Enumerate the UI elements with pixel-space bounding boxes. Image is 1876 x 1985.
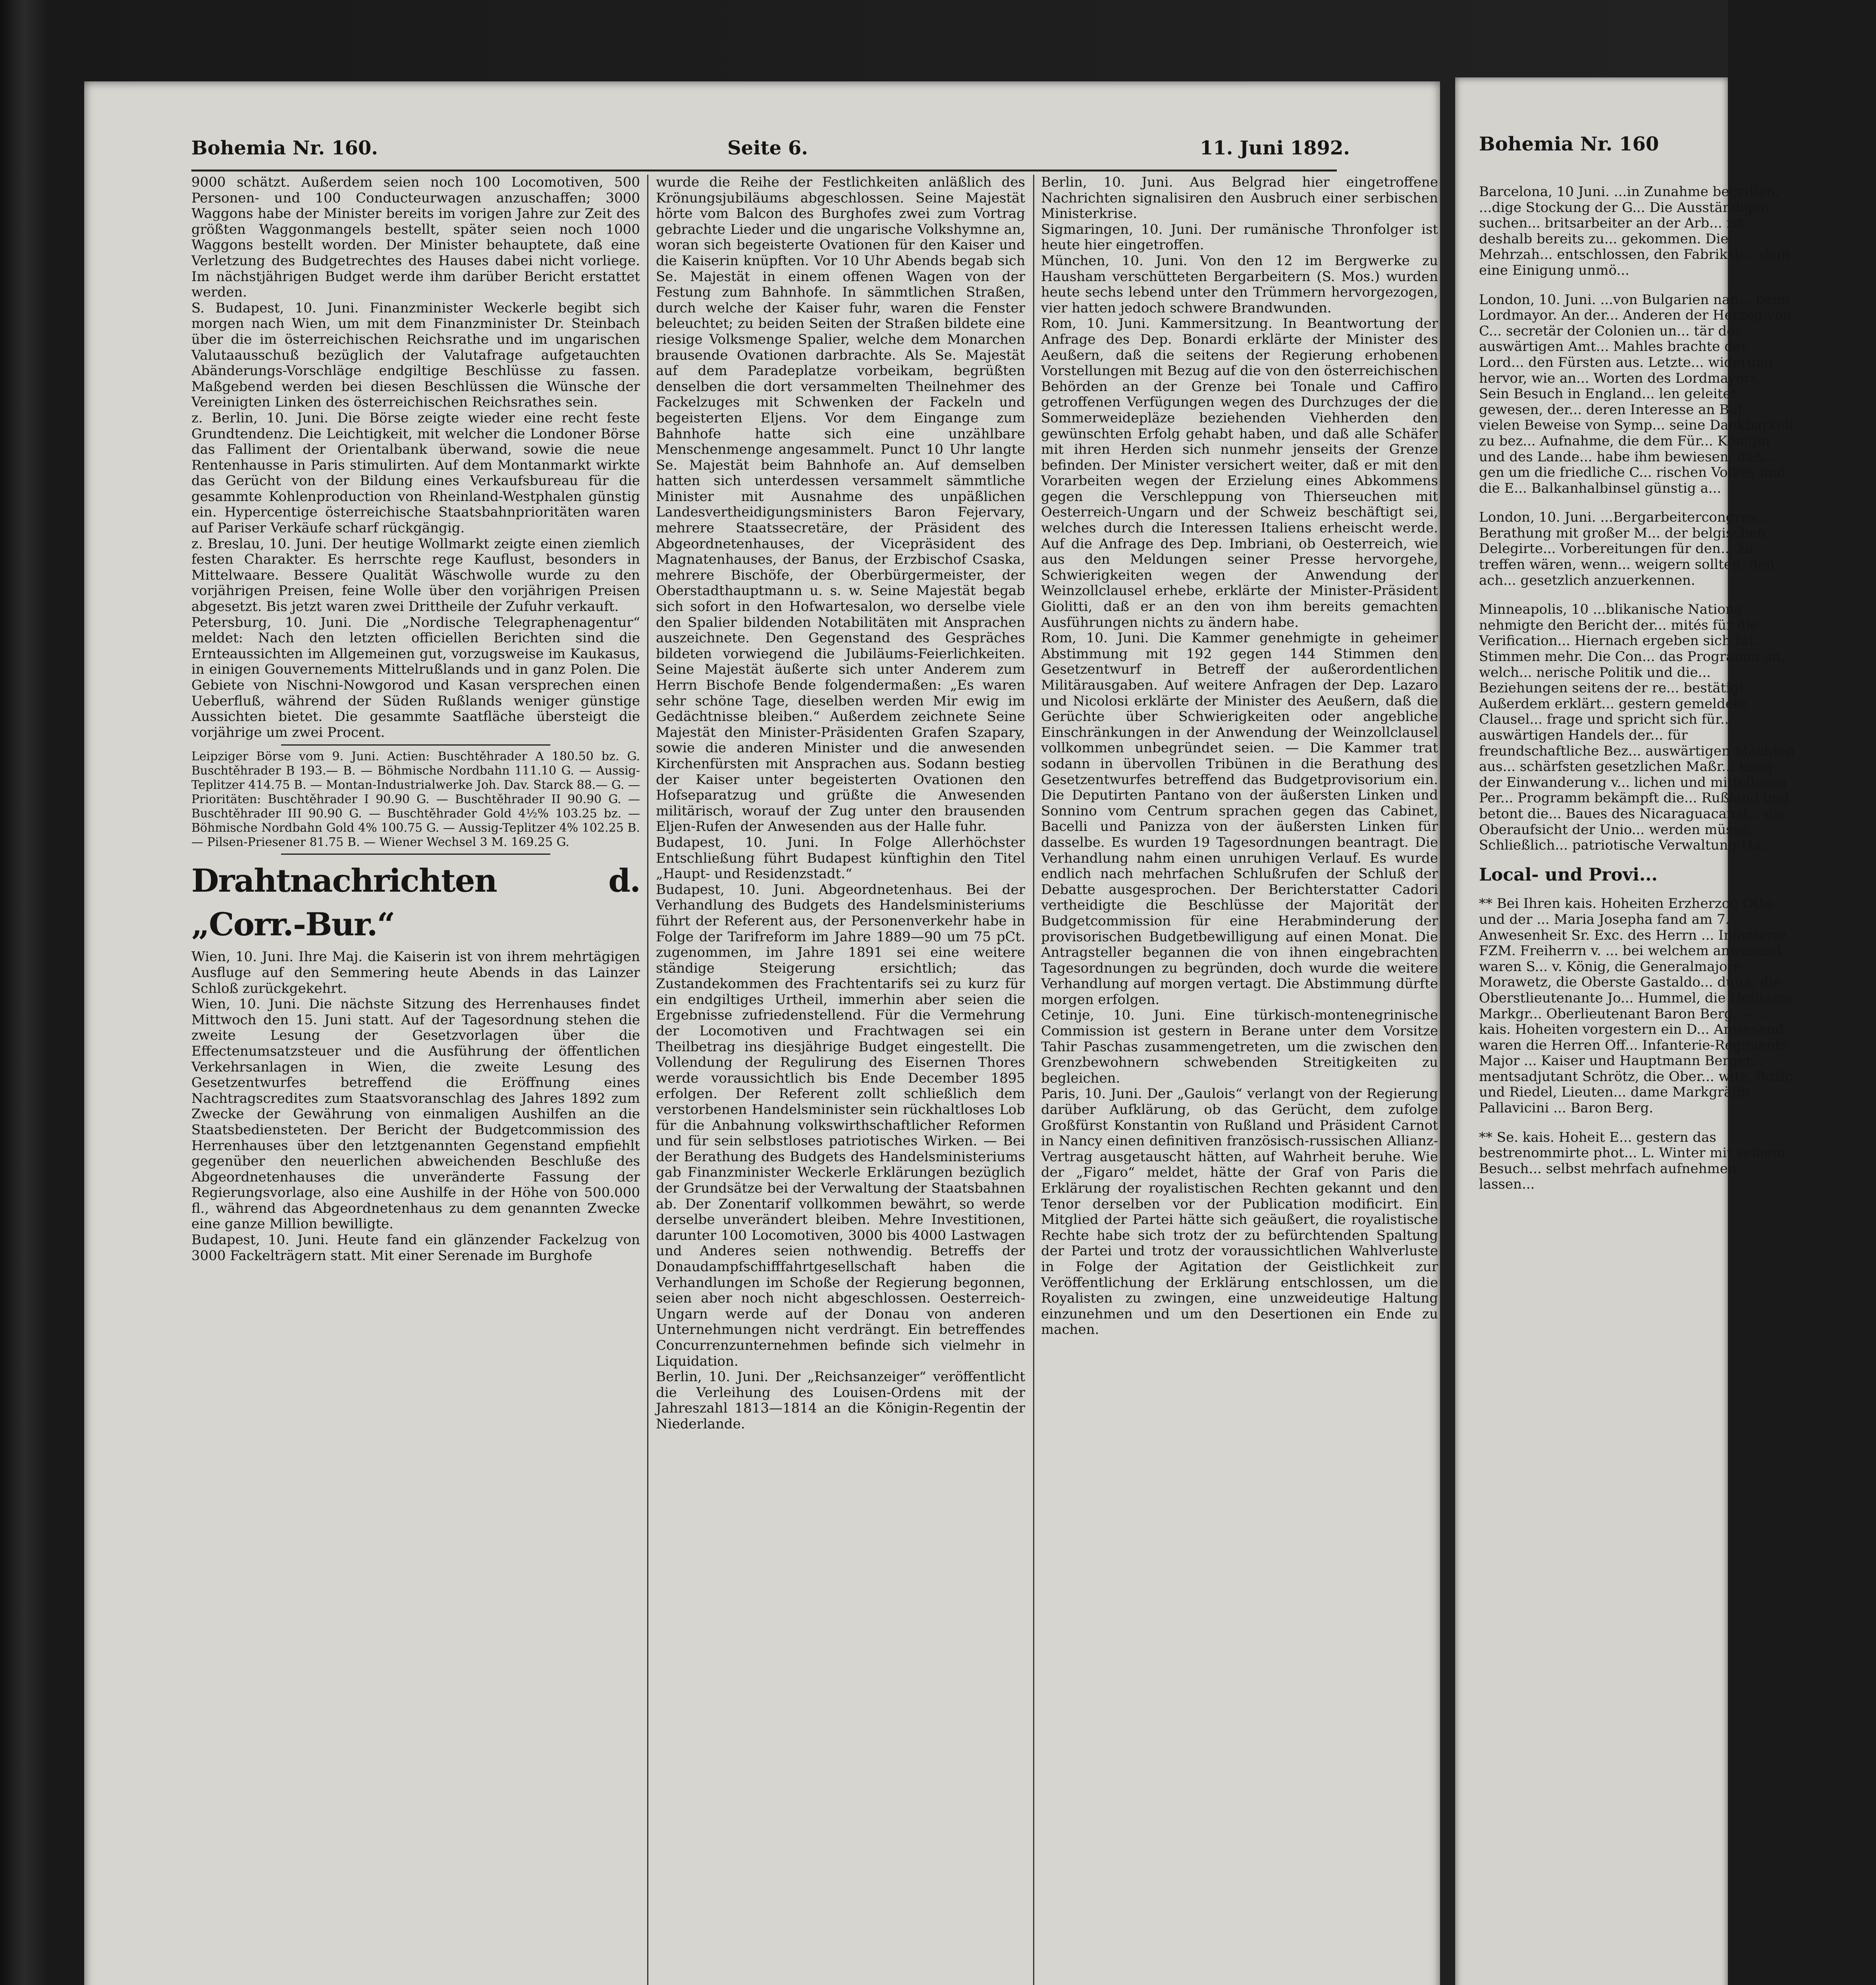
article-paragraph: London, 10. Juni. ...von Bulgarien nah... beim Lordmayor. An der... Anderen der Herzog von C... secretär der Colonien un... tär des auswärtigen Amt... Mahles brachte der Lord... den Fürsten aus. Letzte... widerung hervor, wie an... Worten des Lordmayors... Sein Besuch in England... len geleitet gewesen, der... deren Interesse an Bul... vielen Beweise von Symp... seine Dankbarkeit zu bez... Aufnahme, die dem Für... Königin und des Lande... habe ihm bewiesen, daß... gen um die friedliche C... rischen Volkes und die E... Balkanhalbinsel günstig a... <box>1479 291 1795 496</box>
article-paragraph: London, 10. Juni. ...Bergarbeitercongres... Berathung mit großer M... der belgischen Delegirte... Vorbereitungen für den... zu treffen wären, wenn... weigern sollten, den ach... gesetzlich anzuerkennen. <box>1479 509 1775 588</box>
article-paragraph: München, 10. Juni. Von den 12 im Bergwerke zu Hausham verschütteten Bergarbeitern (S. Mos.) wurden heute sechs lebend unter den Trümmern hervorgezogen, vier hatten jedoch schwere Brandwunden. <box>1041 252 1438 316</box>
stock-report: Leipziger Börse vom 9. Juni. Actien: Buschtěhrader A 180.50 bz. G. Buschtěhrader B 193.— B. — Böhmische Nordbahn 111.10 G. — Aussig-Teplitzer 414.75 B. — Montan-Industrialwerke Joh. Dav. Starck 88.— G. — Prioritäten: Buschtěhrader I 90.90 G. — Buschtěhrader II 90.90 G. — Buschtěhrader III 90.90 G. — Buschtěhrader Gold 4½% 103.25 bz. — Böhmische Nordbahn Gold 4% 100.75 G. — Aussig-Teplitzer 4% 102.25 B. — Pilsen-Priesener 81.75 B. — Wiener Wechsel 3 M. 169.25 G. <box>191 750 640 850</box>
section-divider <box>281 744 550 746</box>
article-paragraph: ** Se. kais. Hoheit E... gestern das bestrenommirte phot... L. Winter mit seinem Besuch... selbst mehrfach aufnehmen lassen... <box>1479 1129 1785 1193</box>
article-paragraph: z. Breslau, 10. Juni. Der heutige Wollmarkt zeigte einen ziemlich festen Charakter. Es herrschte rege Kauflust, besonders in Mittelwaare. Bessere Qualität Wäschwolle wurde zu den vorjährigen Preisen, feine Wolle über den vorjährigen Preisen abgesetzt. Bis jetzt waren zwei Drittheile der Zufuhr verkauft. <box>191 536 640 615</box>
article-paragraph: Budapest, 10. Juni. In Folge Allerhöchster Entschließung führt Budapest künftighin den Titel „Haupt- und Residenzstadt.“ <box>656 834 1025 882</box>
header-date: 11. Juni 1892. <box>1200 137 1350 159</box>
header-issue: Bohemia Nr. 160. <box>191 137 378 159</box>
article-paragraph: Budapest, 10. Juni. Heute fand ein glänzender Fackelzug von 3000 Fackelträgern statt. Mit einer Serenade im Burghofe <box>191 1232 640 1264</box>
article-paragraph: Budapest, 10. Juni. Abgeordnetenhaus. Bei der Verhandlung des Budgets des Handelsministeriums führt der Referent aus, der Personenverkehr habe in Folge der Tarifreform im Jahre 1889—90 um 75 pCt. zugenommen, im Jahre 1891 sei eine weitere ständige Steigerung ersichtlich; das Zustandekommen des Frachtentarifs sei zu kurz für ein endgiltiges Urtheil, immerhin aber seien die Ergebnisse zufriedenstellend. Für die Vermehrung der Locomotiven und Frachtwagen sei ein Theilbetrag ins diesjährige Budget eingestellt. Die Vollendung der Regulirung des Eisernen Thores werde voraussichtlich bis Ende December 1895 erfolgen. Der Referent zollt schließlich dem verstorbenen Handelsminister sein rückhaltloses Lob für die Anbahnung volkswirthschaftlicher Reformen und für sein selbstloses patriotisches Wirken. — Bei der Berathung des Budgets des Handelsministeriums gab Finanzminister Weckerle Erklärungen bezüglich der Grundsätze bei der Verwaltung der Staatsbahnen ab. Der Zonentarif vollkommen bewährt, so werde derselbe unverändert bleiben. Mehre Investitionen, darunter 100 Locomotiven, 3000 bis 4000 Lastwagen und Anderes seien nothwendig. Betreffs der Donaudampfschifffahrtgesellschaft haben die Verhandlungen im Schoße der Regierung begonnen, seien aber noch nicht abgeschlossen. Oesterreich-Ungarn werde auf der Donau von anderen Unternehmungen nicht verdrängt. Ein betreffendes Concurrenzunternehmen befinde sich vielmehr in Liquidation. <box>656 881 1025 1369</box>
article-paragraph: Barcelona, 10 Juni. ...in Zunahme begriffen, ...dige Stockung der G... Die Ausständigen suchen... britsarbeiter an der Arb... ist deshalb bereits zu... gekommen. Die Mehrzah... entschlossen, den Fabriksb... dem eine Einigung unmö... <box>1479 184 1790 278</box>
article-paragraph: z. Berlin, 10. Juni. Die Börse zeigte wieder eine recht feste Grundtendenz. Die Leichtigkeit, mit welcher die Londoner Börse das Falliment der Orientalbank überwand, sowie die neue Rentenhausse in Paris stimulirten. Auf dem Montanmarkt wirkte das Gerücht von der Bildung eines Verkaufsbureau für die gesammte Kohlenproduction von Rheinland-Westphalen günstig ein. Hypercentige österreichische Staatsbahnprioritäten waren auf Pariser Verkäufe scharf rückgängig. <box>191 410 640 536</box>
section-heading: Drahtnachrichten d. „Corr.-Bur.“ <box>191 862 640 943</box>
header-rule <box>191 170 1337 172</box>
article-paragraph: 9000 schätzt. Außerdem seien noch 100 Locomotiven, 500 Personen- und 100 Conducteurwagen anzuschaffen; 3000 Waggons habe der Minister bereits im vorigen Jahre zur Zeit des größten Waggonmangels bestellt, später seien noch 1000 Waggons bestellt worden. Der Minister behauptete, daß eine Verletzung des Budgetrechtes des Hauses dabei nicht vorliege. Im nächstjährigen Budget werde ihm darüber Bericht erstattet werden. <box>191 174 640 301</box>
section-heading: Local- und Provi... <box>1479 864 1658 885</box>
article-paragraph: Minneapolis, 10 ...blikanische Nationa... nehmigte den Bericht der... mités für die Verification... Hiernach ergeben sich für... Stimmen mehr. Die Con... das Programm an, welch... nerische Politik und die... Beziehungen seitens der re... bestätigt. Außerdem erklärt... gestern gemeldete Clausel... frage und spricht sich für... auswärtigen Handels der... für freundschaftliche Bez... auswärtigen Mächten aus... schärfsten gesetzlichen Maßr... kung der Einwanderung v... lichen und mittellosen Per... Programm bekämpft die... Rußland und betont die... Baues des Nicaraguacanal... die Oberaufsicht der Unio... werden müsse. Schließlich... patriotische Verwaltung Ha... <box>1479 601 1795 854</box>
article-paragraph: Sigmaringen, 10. Juni. Der rumänische Thronfolger ist heute hier eingetroffen. <box>1041 221 1438 253</box>
next-page-header: Bohemia Nr. 160 <box>1479 133 1659 155</box>
column-1 <box>191 175 640 1985</box>
column-rule <box>647 175 648 1985</box>
article-paragraph: Wien, 10. Juni. Ihre Maj. die Kaiserin ist von ihrem mehrtägigen Ausfluge auf den Semmering heute Abends in das Lainzer Schloß zurückgekehrt. <box>191 949 640 996</box>
header-page-number: Seite 6. <box>727 137 808 159</box>
next-newspaper-page <box>1455 77 1795 1985</box>
article-paragraph: Petersburg, 10. Juni. Die „Nordische Telegraphenagentur“ meldet: Nach den letzten officiellen Berichten sind die Ernteaussichten im Allgemeinen gut, vorzugsweise im Kaukasus, in einigen Gouvernements Mittelrußlands und in ganz Polen. Die Gebiete von Nischni-Nowgorod und Kasan versprechen einen Ueberfluß, während der Süden Rußlands weniger günstige Aussichten bietet. Die gesammte Saatfläche übersteigt die vorjährige um zwei Procent. <box>191 614 640 740</box>
article-paragraph: wurde die Reihe der Festlichkeiten anläßlich des Krönungsjubiläums abgeschlossen. Seine Majestät hörte vom Balcon des Burghofes zwei zum Vortrag gebrachte Lieder und die ungarische Volkshymne an, woran sich begeisterte Ovationen für den Kaiser und die Kaiserin knüpften. Vor 10 Uhr Abends begab sich Se. Majestät in einem offenen Wagen von der Festung zum Bahnhofe. In sämmtlichen Straßen, durch welche der Kaiser fuhr, waren die Fenster beleuchtet; zu beiden Seiten der Straßen bildete eine riesige Volksmenge Spalier, welche dem Monarchen brausende Ovationen darbrachte. Als Se. Majestät auf dem Paradeplatze vorbeikam, begrüßten denselben die dort versammelten Theilnehmer des Fackelzuges mit Schwenken der Fackeln und begeisterten Eljens. Vor dem Eingange zum Bahnhofe hatte sich eine unzählbare Menschenmenge angesammelt. Punct 10 Uhr langte Se. Majestät beim Bahnhofe an. Auf demselben hatten sich unterdessen versammelt sämmtliche Minister mit Ausnahme des unpäßlichen Landesvertheidigungsministers Baron Fejervary, mehrere Staatssecretäre, der Präsident des Abgeordnetenhauses, der Vicepräsident des Magnatenhauses, der Banus, der Erzbischof Csaska, mehrere Bischöfe, der Oberbürgermeister, der Oberstadthauptmann u. s. w. Seine Majestät begab sich sofort in den Hofwartesalon, wo derselbe viele den Spalier bildenden Notabilitäten mit Ansprachen auszeichnete. Den Gegenstand des Gespräches bildeten vorwiegend die Jubiläums-Feierlichkeiten. Seine Majestät äußerte sich unter Anderem zum Herrn Bischofe Bende folgendermaßen: „Es waren sehr schöne Tage, dieselben werden Mir ewig im Gedächtnisse bleiben.“ Außerdem zeichnete Seine Majestät den Minister-Präsidenten Grafen Szapary, sowie die anderen Minister und die anwesenden Kirchenfürsten mit Ansprachen aus. Sodann bestieg der Kaiser unter begeisterten Ovationen den Hofseparatzug und grüßte die Anwesenden militärisch, worauf der Zug unter den brausenden Eljen-Rufen der Anwesenden aus der Halle fuhr. <box>656 174 1025 835</box>
section-divider <box>281 854 550 855</box>
column-2 <box>656 175 1025 1985</box>
next-page-column <box>1479 171 1797 1985</box>
column-3 <box>1041 175 1438 1985</box>
article-paragraph: Cetinje, 10. Juni. Eine türkisch-montenegrinische Commission ist gestern in Berane unter dem Vorsitze Tahir Paschas zusammengetreten, um die zwischen den Grenzbewohnern schwebenden Streitigkeiten zu begleichen. <box>1041 1007 1438 1086</box>
article-paragraph: Berlin, 10. Juni. Aus Belgrad hier eingetroffene Nachrichten signalisiren den Ausbruch einer serbischen Ministerkrise. <box>1041 174 1438 222</box>
article-paragraph: S. Budapest, 10. Juni. Finanzminister Weckerle begibt sich morgen nach Wien, um mit dem Finanzminister Dr. Steinbach über die im österreichischen Reichsrathe und im ungarischen Valutaausschuß bezüglich der Valutafrage aufgetauchten Abänderungs-Vorschläge endgiltige Beschlüsse zu fassen. Maßgebend werden bei diesen Beschlüssen die Wünsche der Vereinigten Linken des österreichischen Reichsrathes sein. <box>191 300 640 410</box>
article-paragraph: Rom, 10. Juni. Kammersitzung. In Beantwortung der Anfrage des Dep. Bonardi erklärte der Minister des Aeußern, daß die seitens der Regierung erhobenen Vorstellungen mit Bezug auf die von den österreichischen Behörden an der Grenze bei Tonale und Caffiro getroffenen Verfügungen wegen des Durchzuges der die Sommerweidepläze beziehenden Viehherden den gewünschten Erfolg gehabt haben, und daß alle Schäfer mit ihren Herden sich nunmehr jenseits der Grenze befinden. Der Minister versichert weiter, daß er mit den Vorarbeiten wegen der Erzielung eines Abkommens gegen die Verschleppung von Thierseuchen mit Oesterreich-Ungarn und der Schweiz beschäftigt sei, welches durch die Interessen Italiens erheischt werde. Auf die Anfrage des Dep. Imbriani, ob Oesterreich, wie aus den Meldungen seiner Presse hervorgehe, Schwierigkeiten wegen der Anwendung der Weinzollclausel erhebe, erklärte der Minister-Präsident Giolitti, daß er an den von ihm bereits gemachten Ausführungen nichts zu ändern habe. <box>1041 316 1438 630</box>
article-paragraph: Berlin, 10. Juni. Der „Reichsanzeiger“ veröffentlicht die Verleihung des Louisen-Ordens mit der Jahreszahl 1813—1814 an die Königin-Regentin der Niederlande. <box>656 1369 1025 1432</box>
newspaper-page <box>84 81 1440 1985</box>
article-paragraph: Wien, 10. Juni. Die nächste Sitzung des Herrenhauses findet Mittwoch den 15. Juni statt. Auf der Tagesordnung stehen die zweite Lesung der Gesetzvorlagen über die Effectenumsatzsteuer und die Ausführung der öffentlichen Verkehrsanlagen in Wien, die zweite Lesung des Gesetzentwurfes betreffend die Eröffnung eines Nachtragscredites zum Staatsvoranschlag des Jahres 1892 zum Zwecke der Gewährung von einmaligen Aushilfen an die Staatsbediensteten. Der Bericht der Budgetcommission des Herrenhauses über den letztgenannten Gegenstand empfiehlt gegenüber den neuerlichen abweichenden Beschluße des Abgeordnetenhauses die unveränderte Fassung der Regierungsvorlage, also eine Aushilfe in der Höhe von 500.000 fl., während das Abgeordnetenhaus zu dem genannten Zwecke eine ganze Million bewilligte. <box>191 996 640 1232</box>
article-paragraph: ** Bei Ihren kais. Hoheiten Erzherzog Otto und der ... Maria Josepha fand am 7. ... Anwesenheit Sr. Exc. des Herrn ... Infanterie FZM. Freiherrn v. ... bei welchem anwesend waren S... v. König, die Generalmajore ... Morawetz, die Oberste Gastaldo... duna, die Oberstlieutenante Jo... Hummel, die Hofdame Markgr... Oberlieutenant Baron Berg. — ... kais. Hoheiten vorgestern ein D... Anwesend waren die Herren Off... Infanterie-Regiments Major ... Kaiser und Hauptmann Berger... mentsadjutant Schrötz, die Ober... witz, Božic und Riedel, Lieuten... dame Markgräfin Pallavicini ... Baron Berg. <box>1479 896 1793 1116</box>
article-paragraph: Paris, 10. Juni. Der „Gaulois“ verlangt von der Regierung darüber Aufklärung, ob das Gerücht, dem zufolge Großfürst Konstantin von Rußland und Präsident Carnot in Nancy einen definitiven französisch-russischen Allianz-Vertrag ausgetauscht hätten, auf Wahrheit beruhe. Wie der „Figaro“ meldet, hätte der Graf von Paris die Erklärung der royalistischen Rechten gekannt und den Tenor derselben vor der Publication modificirt. Ein Mitglied der Partei hätte sich geäußert, die royalistische Rechte habe sich trotz der zu befürchtenden Spaltung der Partei und trotz der voraussichtlichen Wahlverluste in Folge der Agitation der Geistlichkeit zur Veröffentlichung der Erklärung entschlossen, um die Royalisten zu zwingen, eine unzweideutige Haltung einzunehmen und um den Desertionen ein Ende zu machen. <box>1041 1086 1438 1338</box>
article-paragraph: Rom, 10. Juni. Die Kammer genehmigte in geheimer Abstimmung mit 192 gegen 144 Stimmen den Gesetzentwurf in Betreff der außerordentlichen Militärausgaben. Auf weitere Anfragen der Dep. Lazaro und Nicolosi erklärte der Minister des Aeußern, daß die Gerüchte über Schwierigkeiten oder angebliche Einschränkungen in der Anwendung der Weinzollclausel vollkommen unbegründet seien. — Die Kammer trat sodann in übervollen Tribünen in die Berathung des Gesetzentwurfes betreffend das Budgetprovisorium ein. Die Deputirten Pantano von der äußersten Linken und Sonnino vom Centrum sprachen gegen das Cabinet, Bacelli und Panizza von der äußersten Linken für dasselbe. Es wurden 19 Tagesordnungen beantragt. Die Verhandlung nahm einen unruhigen Verlauf. Es wurde endlich nach mehrfachen Schlußrufen der Schluß der Debatte ausgesprochen. Der Berichterstatter Cadori vertheidigte die Beschlüsse der Majorität der Budgetcommission für eine Herabminderung der provisorischen Budgetbewilligung auf einen Monat. Die Antragsteller begannen die von ihnen eingebrachten Tagesordnungen zu begründen, doch wurde die weitere Verhandlung auf morgen vertagt. Die Abstimmung dürfte morgen erfolgen. <box>1041 630 1438 1008</box>
column-rule <box>1033 175 1034 1985</box>
